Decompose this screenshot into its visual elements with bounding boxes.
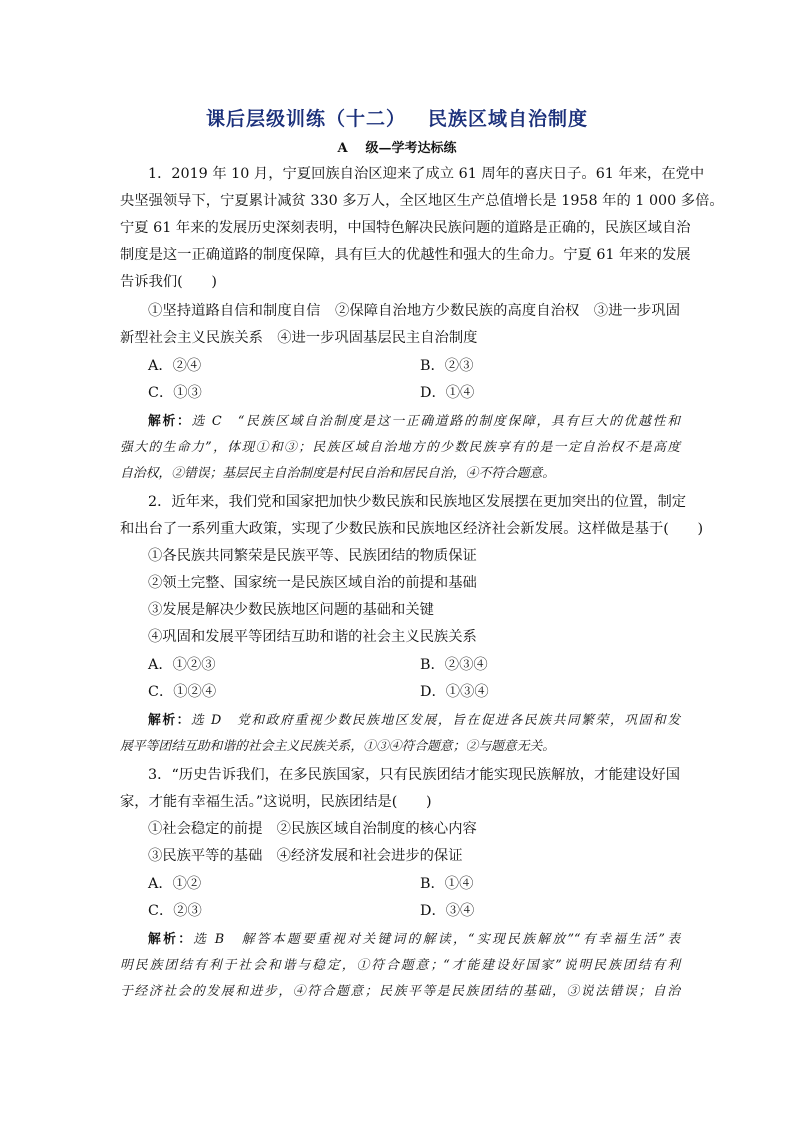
q1-analysis-line: 解析：选 C “民族区域自治制度是这一正确道路的制度保障，具有巨大的优越性和 [148,414,681,429]
section-subtitle [0,137,794,156]
q1-stem-line: 告诉我们( ) [120,274,217,290]
q2-option-a: A．①②③ [148,657,216,673]
q3-option-d: D．③④ [420,903,475,919]
q1-stem-line: 1．2019 年 10 月，宁夏回族自治区迎来了成立 61 周年的喜庆日子。61 年来，在党中 [148,166,705,182]
q1-option-b: B．②③ [420,358,474,374]
q2-option-c: C．①②④ [148,684,217,700]
analysis-label: 解析： [148,713,192,728]
q1-analysis-line: 自治权，②错误；基层民主自治制度是村民自治和居民自治，④不符合题意。 [120,466,556,481]
title-topic: 民族区域自治制度 [428,108,589,130]
q2-choice-line: ④巩固和发展平等团结互助和谐的社会主义民族关系 [148,629,477,645]
q3-analysis-line: 解析：选 B 解答本题要重视对关键词的解读，“实现民族解放”“有幸福生活”表 [148,932,681,947]
q3-stem-line: 3．“历史告诉我们，在多民族国家，只有民族团结才能实现民族解放，才能建设好国 [148,767,680,783]
title-main: 课后层级训练（十二） [205,108,406,130]
q2-analysis-line: 展平等团结互助和谐的社会主义民族关系，①③④符合题意；②与题意无关。 [120,739,556,754]
subtitle-level: A [337,141,348,156]
q2-option-b: B．②③④ [420,657,488,673]
q1-stem-line: 宁夏 61 年来的发展历史深刻表明，中国特色解决民族问题的道路是正确的，民族区域自治 [120,220,691,236]
q2-choice-line: ①各民族共同繁荣是民族平等、民族团结的物质保证 [148,548,477,564]
q1-option-c: C．①③ [148,385,202,401]
q1-choice-line: ①坚持道路自信和制度自信 ②保障自治地方少数民族的高度自治权 ③进一步巩固 [148,303,680,319]
q3-stem-line: 家，才能有幸福生活。”这说明，民族团结是( ) [120,794,432,810]
q1-analysis-line: 强大的生命力”，体现①和③；民族区域自治地方的少数民族享有的是一定自治权不是高度 [120,440,680,455]
q1-option-a: A．②④ [148,358,202,374]
q2-stem-line: 2．近年来，我们党和国家把加快少数民族和民族地区发展摆在更加突出的位置，制定 [148,494,687,510]
q2-choice-line: ②领土完整、国家统一是民族区域自治的前提和基础 [148,575,477,591]
q1-stem-line: 央坚强领导下，宁夏累计减贫 330 多万人，全区地区生产总值增长是 1958 年的 1 000 多倍。 [120,193,724,209]
q3-choice-line: ①社会稳定的前提 ②民族区域自治制度的核心内容 [148,821,477,837]
q2-option-d: D．①③④ [420,684,489,700]
q2-stem-line: 和出台了一系列重大政策，实现了少数民族和民族地区经济社会新发展。这样做是基于( ) [120,521,704,537]
q3-analysis-line: 于经济社会的发展和进步，④符合题意；民族平等是民族团结的基础，③说法错误；自治 [120,984,680,999]
q3-option-b: B．①④ [420,876,474,892]
q2-choice-line: ③发展是解决少数民族地区问题的基础和关键 [148,602,434,618]
q1-option-d: D．①④ [420,385,475,401]
q3-choice-line: ③民族平等的基础 ④经济发展和社会进步的保证 [148,848,463,864]
page-title [0,104,794,131]
q3-option-c: C．②③ [148,903,202,919]
q3-option-a: A．①② [148,876,202,892]
q1-choice-line: 新型社会主义民族关系 ④进一步巩固基层民主自治制度 [120,330,478,346]
q1-stem-line: 制度是这一正确道路的制度保障，具有巨大的优越性和强大的生命力。宁夏 61 年来的发展 [120,247,691,263]
q2-analysis-line: 解析：选 D 党和政府重视少数民族地区发展，旨在促进各民族共同繁荣，巩固和发 [148,713,681,728]
subtitle-name: 级—学考达标练 [365,141,457,156]
analysis-label: 解析： [148,932,194,947]
q3-analysis-line: 明民族团结有利于社会和谐与稳定，①符合题意；“才能建设好国家”说明民族团结有利 [120,958,680,973]
analysis-label: 解析： [148,414,192,429]
